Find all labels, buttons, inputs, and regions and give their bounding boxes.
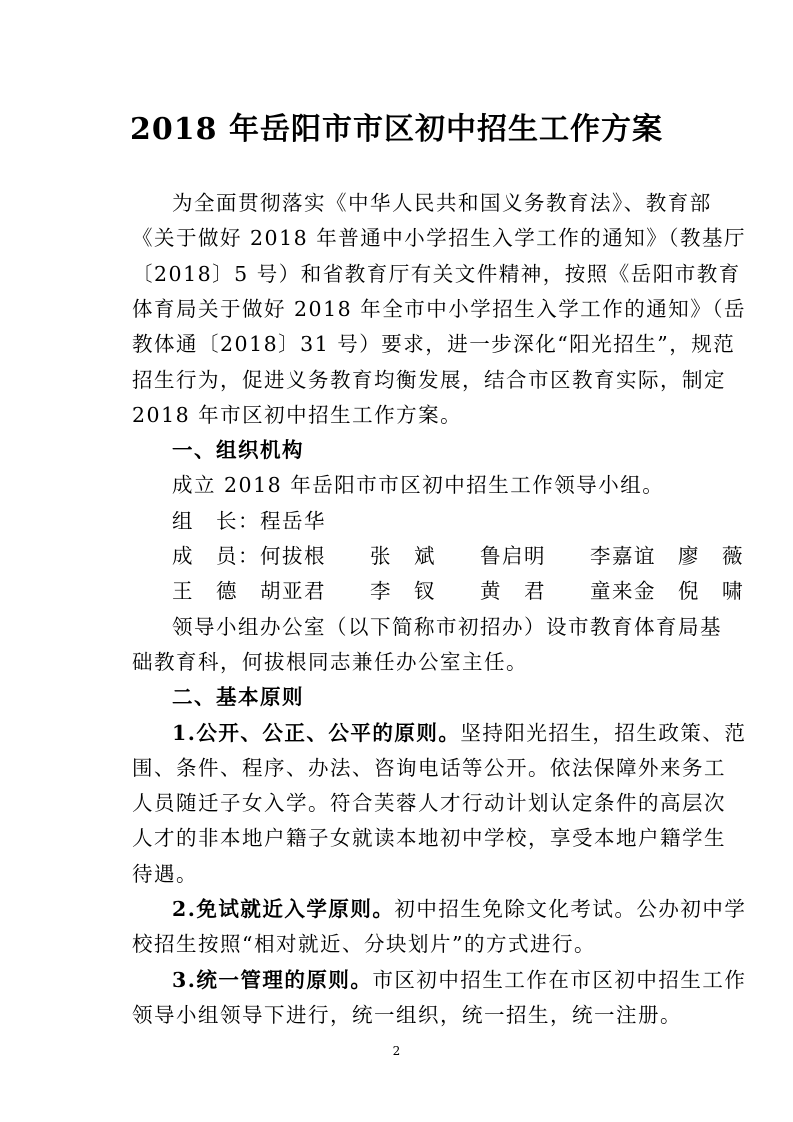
principle-title: 2.免试就近入学原则。 [172, 897, 395, 921]
paragraph-line: 成立 2018 年岳阳市市区初中招生工作领导小组。 [172, 473, 665, 497]
principle-2 [172, 894, 746, 924]
principle-1 [172, 718, 746, 748]
principle-text: 市区初中招生工作在市区初中招生工作 [372, 968, 747, 992]
leader-line: 组 长：程岳华 [172, 509, 326, 533]
paragraph-line: 础教育科，何拔根同志兼任办公室主任。 [132, 650, 528, 674]
paragraph-line: 人才的非本地户籍子女就读本地初中学校，享受本地户籍学生 [132, 826, 726, 850]
paragraph-line: 〔2018〕5 号）和省教育厅有关文件精神，按照《岳阳市教育 [132, 262, 741, 286]
page-number: 2 [392, 1044, 401, 1058]
members-line: 王 德 胡亚君 李 钗 黄 君 童来金 倪 啸 [172, 579, 744, 603]
principle-3 [172, 965, 746, 995]
members-line: 成 员：何拔根 张 斌 鲁启明 李嘉谊 廖 薇 [172, 544, 744, 568]
paragraph-line: 人员随迁子女入学。符合芙蓉人才行动计划认定条件的高层次 [132, 791, 726, 815]
principle-title: 1.公开、公正、公平的原则。 [172, 721, 461, 745]
section-heading: 一、组织机构 [172, 438, 304, 462]
paragraph-line: 2018 年市区初中招生工作方案。 [132, 403, 463, 427]
paragraph-line: 校招生按照“相对就近、分块划片”的方式进行。 [132, 932, 596, 956]
section-heading: 二、基本原则 [172, 685, 304, 709]
paragraph-line: 教体通〔2018〕31 号）要求，进一步深化“阳光招生”，规范 [132, 332, 736, 356]
principle-text: 坚持阳光招生，招生政策、范 [460, 721, 747, 745]
paragraph-line: 待遇。 [132, 862, 198, 886]
document-title: 2018 年岳阳市市区初中招生工作方案 [130, 112, 663, 147]
paragraph-line: 体育局关于做好 2018 年全市中小学招生入学工作的通知》（岳 [132, 297, 746, 321]
paragraph-line: 《关于做好 2018 年普通中小学招生入学工作的通知》（教基厅 [132, 226, 746, 250]
principle-text: 初中招生免除文化考试。公办初中学 [394, 897, 747, 921]
paragraph-line: 领导小组办公室（以下简称市初招办）设市教育体育局基 [172, 615, 722, 639]
principle-title: 3.统一管理的原则。 [172, 968, 373, 992]
paragraph-line: 为全面贯彻落实《中华人民共和国义务教育法》、教育部 [172, 191, 712, 215]
paragraph-line: 领导小组领导下进行，统一组织，统一招生，统一注册。 [132, 1003, 682, 1027]
paragraph-line: 围、条件、程序、办法、咨询电话等公开。依法保障外来务工 [132, 756, 726, 780]
paragraph-line: 招生行为，促进义务教育均衡发展，结合市区教育实际，制定 [132, 368, 726, 392]
